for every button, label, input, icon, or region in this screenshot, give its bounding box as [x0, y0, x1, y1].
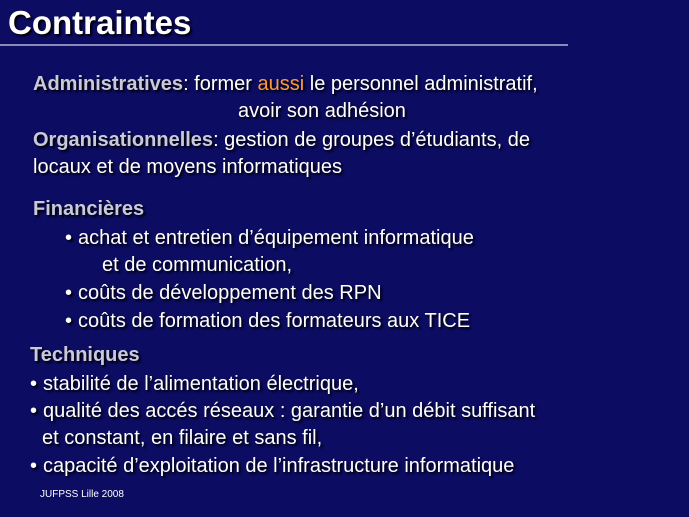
title-divider: [0, 44, 568, 46]
fin-item: • coûts de développement des RPN: [65, 281, 382, 305]
admin-highlight: aussi: [257, 73, 305, 95]
tech-item: • qualité des accés réseaux : garantie d’un débit suffisant: [30, 399, 535, 423]
admin-text-after: le personnel administratif,: [304, 73, 538, 95]
fin-heading: Financières: [33, 198, 145, 220]
tech-item-continuation: et constant, en filaire et sans fil,: [42, 427, 323, 449]
tech-heading: Techniques: [30, 344, 140, 366]
footer: JUFPSS Lille 2008: [40, 489, 124, 500]
admin-continuation: avoir son adhésion: [238, 100, 406, 122]
tech-item: • stabilité de l’alimentation électrique,: [30, 372, 359, 396]
admin-line: [33, 72, 538, 96]
orga-text: : gestion de groupes d’étudiants, de: [213, 129, 530, 151]
page-title: Contraintes: [8, 4, 192, 41]
admin-text-before: : former: [183, 73, 258, 95]
fin-item: • coûts de formation des formateurs aux TICE: [65, 309, 470, 333]
fin-item-continuation: et de communication,: [102, 254, 293, 276]
admin-heading: Administratives: [33, 73, 184, 95]
tech-item: • capacité d’exploitation de l’infrastructure informatique: [30, 454, 514, 478]
fin-item: • achat et entretien d’équipement informatique: [65, 226, 474, 250]
orga-heading: Organisationnelles: [33, 129, 214, 151]
orga-continuation: locaux et de moyens informatiques: [33, 156, 343, 178]
orga-line: [33, 128, 530, 152]
